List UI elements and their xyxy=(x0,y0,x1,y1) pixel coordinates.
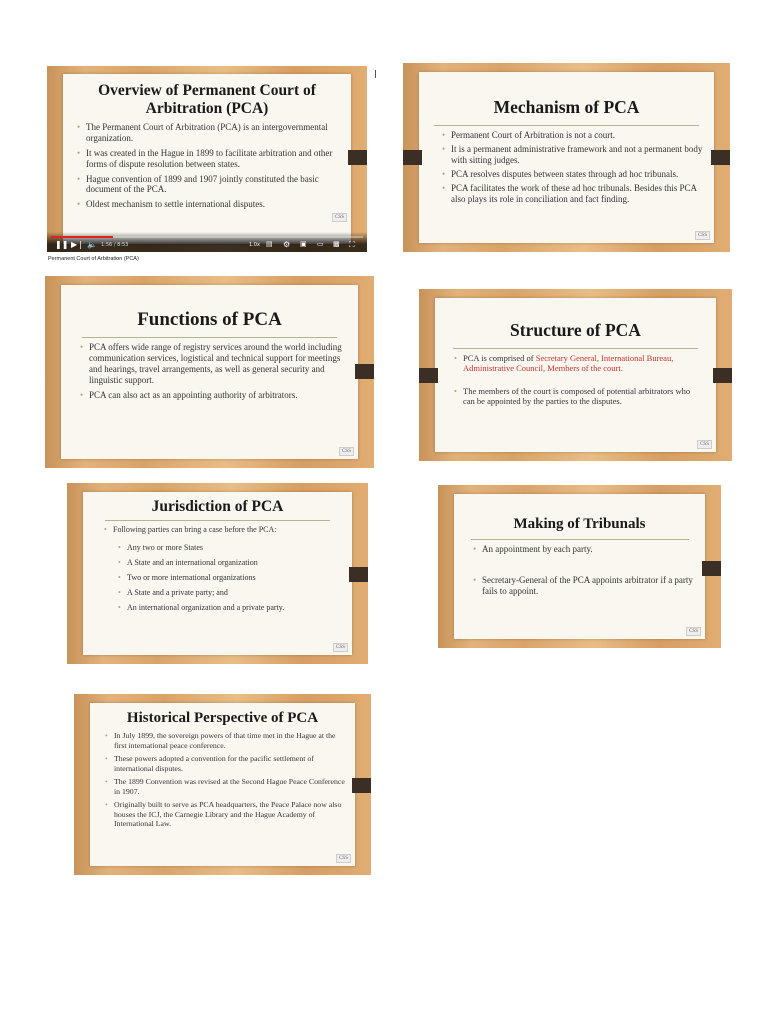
divider-line xyxy=(375,70,376,78)
play-pause-icon[interactable]: ❚❚ xyxy=(55,240,69,249)
sub-bullet: • An international organization and a private party. xyxy=(127,600,352,615)
presenter-logo: CSS xyxy=(336,854,351,863)
bullet: • PCA offers wide range of registry services around the world including communication services, logistical and technical support for meetings and hearings, travel arrangements, as well as general security and linguistic support. xyxy=(89,342,342,386)
next-icon[interactable]: ▶❘ xyxy=(71,240,84,249)
bullet: • Permanent Court of Arbitration is not a court. xyxy=(451,130,704,141)
slide-structure xyxy=(419,289,732,461)
video-progress-fill xyxy=(51,236,113,238)
slide-overview xyxy=(47,66,367,252)
presenter-logo: CSS xyxy=(686,627,701,636)
bullet: • Hague convention of 1899 and 1907 jointly constituted the basic document of the PCA. xyxy=(86,174,339,196)
volume-icon[interactable]: 🔈 xyxy=(87,240,97,249)
bullet: • PCA facilitates the work of these ad hoc tribunals. Besides this PCA also plays its role in conciliation and fact finding. xyxy=(451,183,704,205)
video-caption: Permanent Court of Arbitration (PCA) xyxy=(48,256,139,262)
bullet xyxy=(463,353,702,374)
slide-history xyxy=(74,694,371,875)
bullet: • PCA resolves disputes between states through ad hoc tribunals. xyxy=(451,169,704,180)
video-controls xyxy=(47,232,367,252)
bullet: • An appointment by each party. xyxy=(482,544,693,555)
slide-title: Making of Tribunals xyxy=(513,516,646,532)
title-rule xyxy=(453,348,698,349)
sub-bullet: • Any two or more States xyxy=(127,540,352,555)
bullet: • The members of the court is composed of potential arbitrators who can be appointed by the parties to the disputes. xyxy=(463,386,702,407)
slide-panel xyxy=(419,72,714,243)
slide-title: Functions of PCA xyxy=(137,309,282,330)
slide-jurisdiction xyxy=(67,483,368,664)
title-rule xyxy=(82,337,337,338)
bullet: • Originally built to serve as PCA headquarters, the Peace Palace now also houses the ICJ, the Carnegie Library and the Hague Academy of International Law. xyxy=(114,800,347,829)
slide-title: Mechanism of PCA xyxy=(493,97,640,117)
bullet: • These powers adopted a convention for the pacific settlement of international disputes. xyxy=(114,754,347,773)
slide-tab xyxy=(349,567,368,582)
presenter-logo: CSS xyxy=(332,213,347,222)
slide-tab xyxy=(352,778,371,793)
slide-panel xyxy=(83,492,352,655)
bullet-text: PCA is comprised of xyxy=(463,353,536,364)
slide-panel xyxy=(454,494,705,639)
miniplayer-icon[interactable]: ▣ xyxy=(300,240,307,248)
bullet: • The Permanent Court of Arbitration (PCA) is an intergovernmental organization. xyxy=(86,122,339,144)
subtitles-icon[interactable]: ▤ xyxy=(266,240,273,248)
bullet: • Following parties can bring a case before the PCA: xyxy=(113,525,344,535)
bullet: • The 1899 Convention was revised at the Second Hague Peace Conference in 1907. xyxy=(114,777,347,796)
slide-tab xyxy=(348,150,367,165)
slide-functions xyxy=(45,276,374,468)
slide-mechanism xyxy=(403,63,730,252)
speed-badge[interactable]: 1.0x xyxy=(249,242,260,248)
slide-tab xyxy=(403,150,422,165)
bullet: • In July 1899, the sovereign powers of that time met in the Hague at the first international peace conference. xyxy=(114,731,347,750)
slide-title: Jurisdiction of PCA xyxy=(151,498,284,515)
settings-gear-icon[interactable]: ⚙ xyxy=(283,240,291,249)
title-rule xyxy=(105,520,330,521)
slide-tab xyxy=(355,364,374,379)
theater-icon[interactable]: ▭ xyxy=(317,240,324,248)
slide-panel xyxy=(435,298,716,452)
slide-title: Structure of PCA xyxy=(510,320,641,340)
slide-panel xyxy=(90,703,355,866)
slide-tab xyxy=(711,150,730,165)
slide-tab xyxy=(713,368,732,383)
slide-title: Overview of Permanent Court of Arbitration (PCA) xyxy=(98,82,316,117)
slide-tab xyxy=(702,561,721,576)
slide-tab xyxy=(419,368,438,383)
slide-panel xyxy=(61,285,358,459)
video-time: 1:56 / 8:53 xyxy=(101,242,129,248)
presenter-logo: CSS xyxy=(333,643,348,652)
slide-tribunals xyxy=(438,485,721,648)
sub-bullet: • Two or more international organizations xyxy=(127,570,352,585)
bullet: • Oldest mechanism to settle international disputes. xyxy=(86,199,339,210)
bullet-highlight: Secretary General, International Bureau, Administrative Council, Members of the court. xyxy=(463,353,674,374)
fullscreen-icon[interactable]: ⛶ xyxy=(349,240,355,249)
bullet: • Secretary-General of the PCA appoints arbitrator if a party fails to appoint. xyxy=(482,575,693,597)
presenter-logo: CSS xyxy=(697,440,712,449)
presenter-logo: CSS xyxy=(695,231,710,240)
slide-panel xyxy=(63,74,351,244)
sub-bullet: • A State and a private party; and xyxy=(127,585,352,600)
bullet: • It was created in the Hague in 1899 to facilitate arbitration and other forms of dispute resolution between states. xyxy=(86,148,339,170)
presenter-logo: CSS xyxy=(339,447,354,456)
slide-title: Historical Perspective of PCA xyxy=(126,710,319,726)
sub-bullet: • A State and an international organization xyxy=(127,555,352,570)
bullet: • PCA can also act as an appointing authority of arbitrators. xyxy=(89,390,342,401)
bullet: • It is a permanent administrative framework and not a permanent body with sitting judges. xyxy=(451,144,704,166)
title-rule xyxy=(434,125,699,126)
title-rule xyxy=(471,539,689,540)
video-progress-bar[interactable] xyxy=(51,236,363,238)
cast-icon[interactable]: ▩ xyxy=(333,240,340,248)
